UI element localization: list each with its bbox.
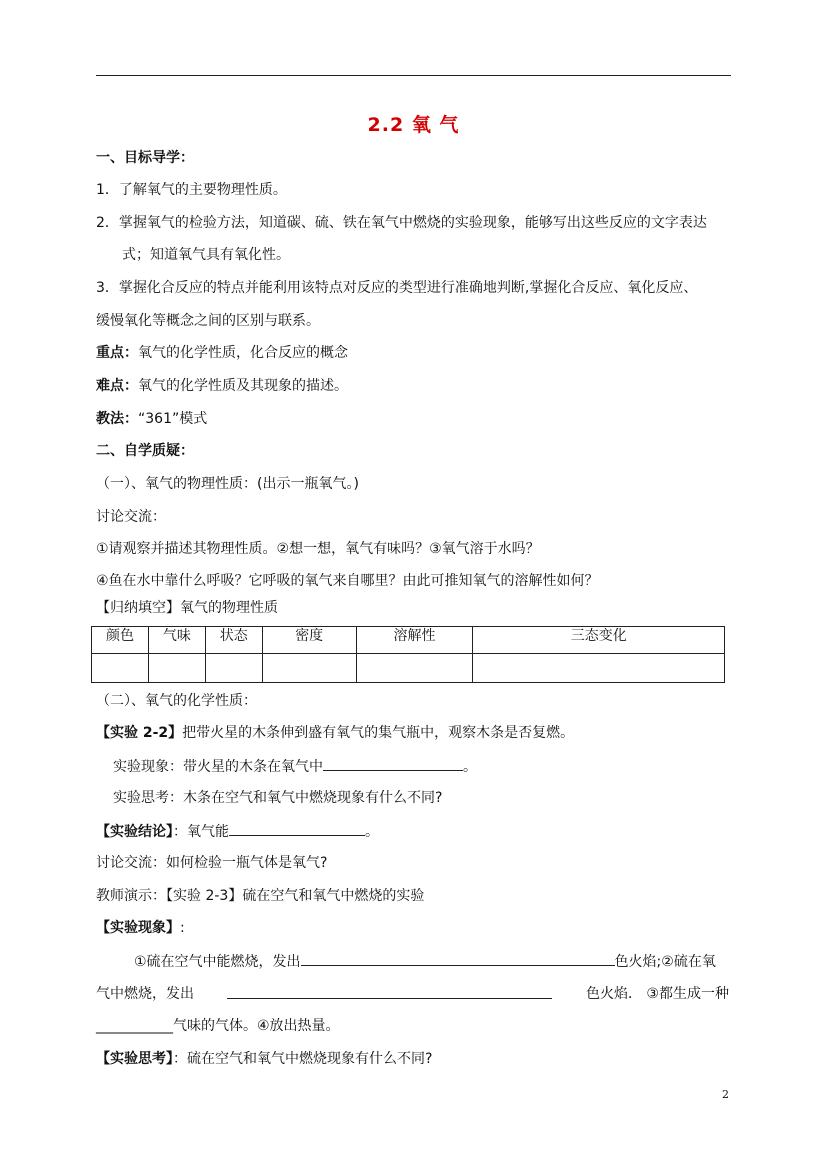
experiment-2-2-text: 把带火星的木条伸到盛有氧气的集气瓶中，观察木条是否复燃。 <box>182 725 575 741</box>
phenomenon-heading <box>96 918 185 938</box>
section-heading-goals: 一、目标导学： <box>96 150 194 166</box>
difficulty-text: 氧气的化学性质及其现象的描述。 <box>138 378 348 394</box>
table-header-row <box>92 627 725 654</box>
difficulty-point <box>96 376 348 396</box>
experiment-thinking: 实验思考：木条在空气和氧气中燃烧现象有什么不同? <box>113 790 443 806</box>
phenomenon-line <box>113 756 477 777</box>
sulfur-air-flame-blank[interactable] <box>301 951 615 966</box>
subsection-chemical: （二）、氧气的化学性质： <box>96 693 257 709</box>
experiment-thinking-2 <box>96 1049 432 1069</box>
goal-item-1: 1．了解氧气的主要物理性质。 <box>96 182 287 198</box>
discussion-2: 讨论交流：如何检验一瓶气体是氧气? <box>96 855 328 871</box>
teaching-method-text: “361”模式 <box>138 411 208 427</box>
sulfur-line-1-prefix: ①硫在空气中能燃烧，发出 <box>134 954 301 970</box>
goal-item-2-cont: 式；知道氧气具有氧化性。 <box>122 247 290 263</box>
page-title: 2.2 氧 气 <box>367 114 460 136</box>
question-line-1: ①请观察并描述其物理性质。②想一想，氧气有味吗？③氧气溶于水吗？ <box>96 541 540 557</box>
question-line-2: ④鱼在水中靠什么呼吸？它呼吸的氧气来自哪里？由此可推知氧气的溶解性如何？ <box>96 573 599 589</box>
sulfur-line-3 <box>96 1016 340 1036</box>
goal-item-3-cont: 缓慢氧化等概念之间的区别与联系。 <box>96 313 320 329</box>
teaching-method <box>96 409 207 429</box>
goal-item-3: 3．掌握化合反应的特点并能利用该特点对反应的类型进行准确地判断,掌握化合反应、氧化反应、 <box>96 280 698 296</box>
physical-properties-table <box>91 626 725 683</box>
header-rule <box>96 75 731 76</box>
table-answer-row <box>92 654 725 683</box>
sulfur-line-2 <box>96 984 729 1004</box>
experiment-thinking-2-label: 【实验思考】 <box>96 1051 173 1067</box>
table-header-cell: 三态变化 <box>473 627 725 654</box>
sulfur-line-1 <box>134 951 716 972</box>
experiment-2-2-label: 【实验 2-2】 <box>96 725 183 741</box>
table-answer-cell[interactable] <box>262 654 356 683</box>
phenomenon-prefix: 实验现象：带火星的木条在氧气中 <box>113 759 323 775</box>
section-heading-selfstudy: 二、自学质疑： <box>96 443 194 459</box>
table-answer-cell[interactable] <box>473 654 725 683</box>
experiment-2-2 <box>96 723 574 743</box>
sulfur-line-1-suffix: 色火焰;②硫在氧 <box>614 954 716 970</box>
phenomenon-blank[interactable] <box>323 756 463 771</box>
sulfur-oxygen-flame-blank[interactable] <box>227 984 552 999</box>
key-point-label: 重点： <box>96 345 138 361</box>
table-header-cell: 密度 <box>262 627 356 654</box>
table-answer-cell[interactable] <box>356 654 473 683</box>
phenomenon-heading-label: 【实验现象】 <box>96 920 180 936</box>
discussion-label: 讨论交流： <box>96 509 166 525</box>
table-header-cell: 状态 <box>205 627 262 654</box>
conclusion-blank[interactable] <box>229 821 365 836</box>
sulfur-line-2-prefix: 气中燃烧，发出 <box>96 986 194 1002</box>
key-point <box>96 343 348 363</box>
summary-fill-label: 【归纳填空】氧气的物理性质 <box>96 600 278 616</box>
goal-item-2: 2．掌握氧气的检验方法，知道碳、硫、铁在氧气中燃烧的实验现象，能够写出这些反应的文字表达 <box>96 215 707 231</box>
gas-odor-blank[interactable]: ___________ <box>96 1018 173 1034</box>
key-point-text: 氧气的化学性质，化合反应的概念 <box>138 345 348 361</box>
teacher-demo: 教师演示：【实验 2-3】硫在空气和氧气中燃烧的实验 <box>96 888 425 904</box>
teaching-method-label: 教法： <box>96 411 138 427</box>
sulfur-line-2-suffix: 色火焰． ③都生成一种 <box>585 986 729 1002</box>
experiment-thinking-2-text: ：硫在空气和氧气中燃烧现象有什么不同? <box>173 1051 433 1067</box>
table-answer-cell[interactable] <box>92 654 149 683</box>
sulfur-line-3-suffix: 气味的气体。④放出热量。 <box>173 1018 340 1034</box>
table-header-cell: 溶解性 <box>356 627 473 654</box>
table-header-cell: 气味 <box>148 627 205 654</box>
conclusion-suffix: 。 <box>365 824 379 840</box>
page-number: 2 <box>722 1088 729 1101</box>
conclusion-prefix: ：氧气能 <box>173 824 229 840</box>
subsection-physical: （一）、氧气的物理性质：(出示一瓶氧气。) <box>96 476 359 492</box>
table-header-cell: 颜色 <box>92 627 149 654</box>
conclusion-label: 【实验结论】 <box>96 824 173 840</box>
phenomenon-suffix: 。 <box>463 759 477 775</box>
table-answer-cell[interactable] <box>205 654 262 683</box>
table-answer-cell[interactable] <box>148 654 205 683</box>
difficulty-label: 难点： <box>96 378 138 394</box>
conclusion-line <box>96 821 379 842</box>
phenomenon-heading-suffix: : <box>180 920 185 936</box>
